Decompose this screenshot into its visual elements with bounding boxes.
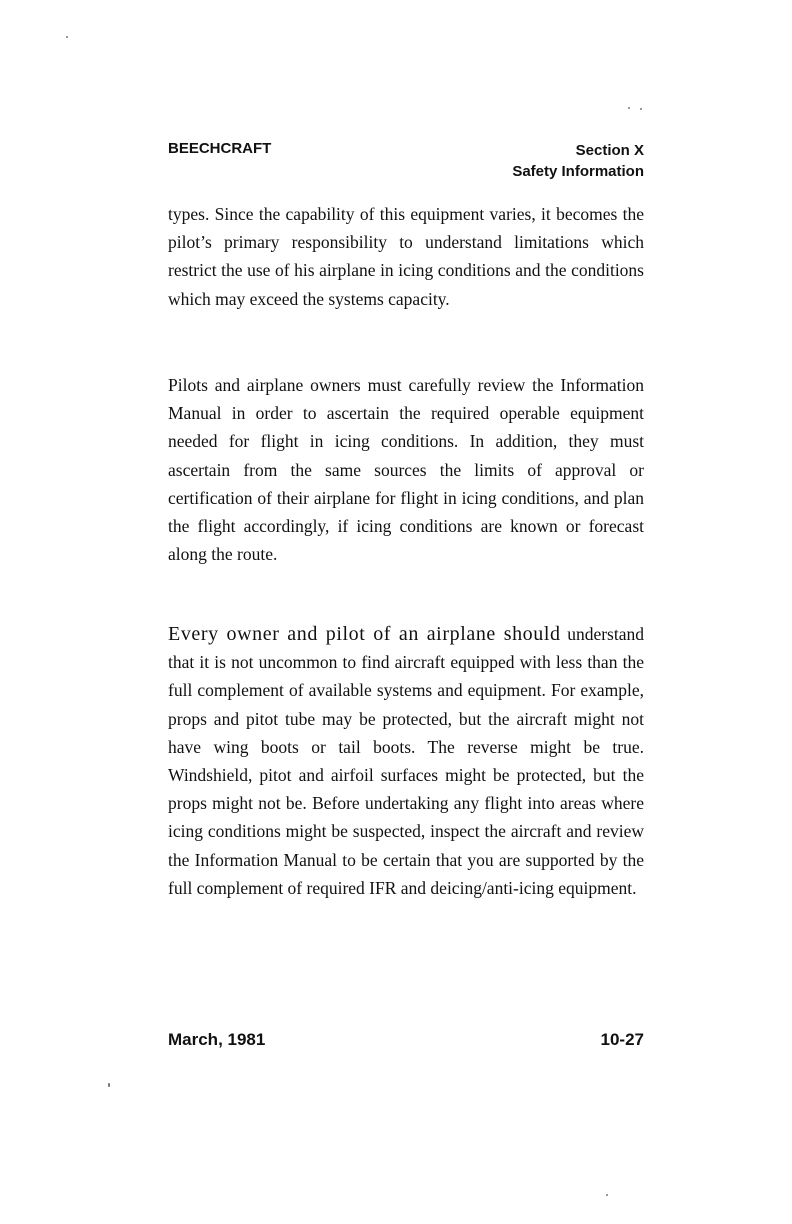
paragraph-3-rest: understand that it is not uncommon to find aircraft equipped with less than the full complement of available systems and equipment. For example, props and pitot tube may be protected, but the aircraft might not have wing boots or tail boots. The reverse might be true. Windshield, pitot and airfoil surfaces might be protected, but the props might not be. Before undertaking any flight into areas where icing conditions might be suspected, inspect the aircraft and review the Information Manual to be certain that you are supported by the full complement of required IFR and deicing/anti-icing equipment. xyxy=(168,624,644,898)
paragraph-3 xyxy=(168,620,644,902)
paragraph-1: types. Since the capability of this equipment varies, it becomes the pilot’s primary responsibility to understand limitations which restrict the use of his airplane in icing conditions and the conditions which may exceed the systems capacity. xyxy=(168,204,644,309)
scan-speck xyxy=(640,108,642,110)
brand-name: BEECHCRAFT xyxy=(168,140,272,157)
scan-speck xyxy=(606,1194,608,1196)
scan-speck xyxy=(66,36,68,38)
scan-speck xyxy=(628,107,630,109)
publication-date: March, 1981 xyxy=(168,1030,266,1049)
section-heading xyxy=(512,140,644,182)
section-number: Section X xyxy=(575,142,644,159)
section-title: Safety Information xyxy=(512,163,644,180)
page-number: 10-27 xyxy=(600,1030,644,1049)
page-header xyxy=(168,136,644,184)
paragraph-3-lead: Every owner and pilot of an airplane should xyxy=(168,623,561,645)
paragraph-2: Pilots and airplane owners must carefully review the Information Manual in order to ascertain the required operable equipment needed for flight in icing conditions. In addition, they must ascertain from the same sources the limits of approval or certification of their airplane for flight in icing conditions, and plan the flight accordingly, if icing conditions are known or forecast along the route. xyxy=(168,375,644,565)
page-header-area xyxy=(168,136,644,184)
scan-speck xyxy=(108,1083,110,1087)
page-footer xyxy=(168,1030,644,1054)
